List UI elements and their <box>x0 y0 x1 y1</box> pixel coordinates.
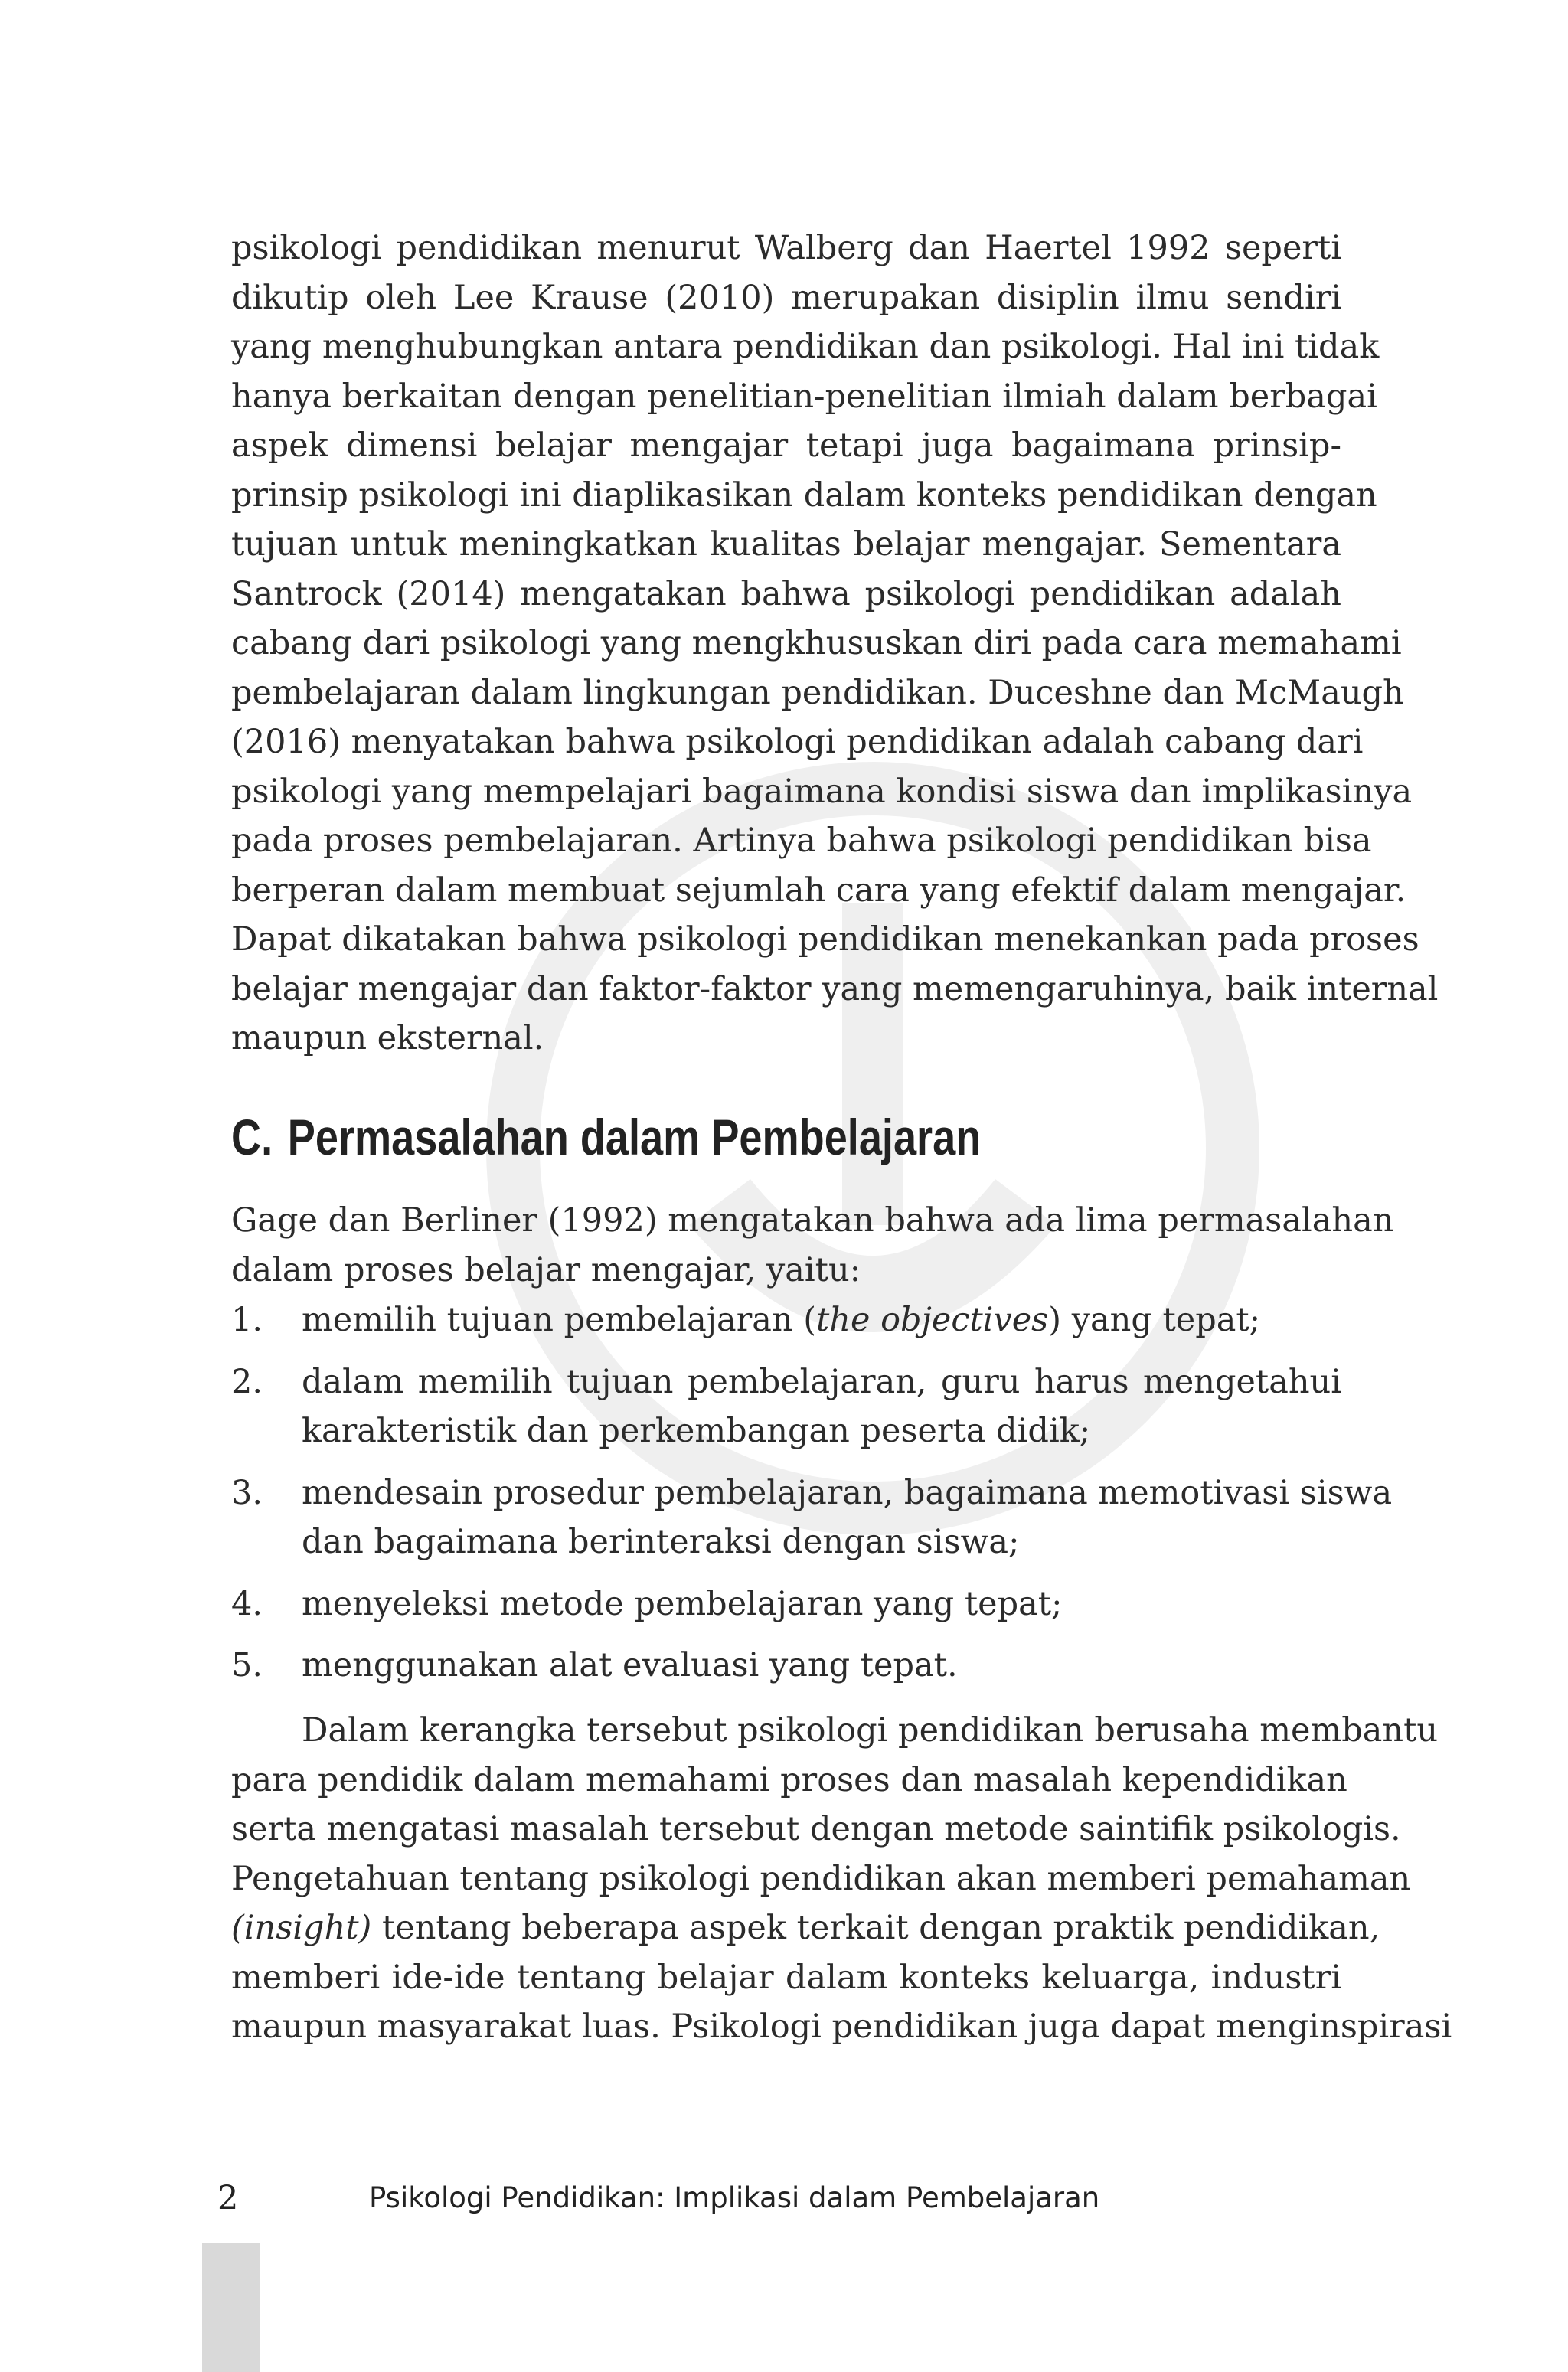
list-text: dan bagaimana berinteraksi dengan siswa; <box>302 1523 1020 1561</box>
list-number: 1. <box>231 1301 263 1339</box>
list-text: menggunakan alat evaluasi yang tepat. <box>302 1646 958 1684</box>
paragraph-line: Santrock (2014) mengatakan bahwa psikologi pendidikan adalah <box>231 574 1341 613</box>
paragraph-line: cabang dari psikologi yang mengkhususkan diri pada cara memahami <box>231 624 1402 662</box>
paragraph-line <box>231 1903 1380 1953</box>
paragraph-line: yang menghubungkan antara pendidikan dan psikologi. Hal ini tidak <box>231 328 1380 366</box>
paragraph-line: prinsip psikologi ini diaplikasikan dalam konteks pendidikan dengan <box>231 475 1377 515</box>
list-text: dalam memilih tujuan pembelajaran, guru harus mengetahui <box>302 1362 1341 1401</box>
section-title: Permasalahan dalam Pembelajaran <box>287 1109 982 1165</box>
paragraph-line: dalam proses belajar mengajar, yaitu: <box>231 1250 861 1289</box>
paragraph-line: pembelajaran dalam lingkungan pendidikan. Duceshne dan McMaugh <box>231 673 1404 712</box>
list-text-pre: memilih tujuan pembelajaran ( <box>302 1301 817 1339</box>
paragraph-kerangka <box>231 1706 1452 2052</box>
problems-list <box>231 1295 1393 1703</box>
list-item <box>231 1641 1341 1691</box>
paragraph-line: berperan dalam membuat sejumlah cara yang efektif dalam mengajar. <box>231 871 1406 910</box>
paragraph-line: dikutip oleh Lee Krause (2010) merupakan disiplin ilmu sendiri <box>231 278 1341 317</box>
list-number: 2. <box>231 1362 263 1401</box>
emphasis-insight: (insight) <box>231 1909 372 1947</box>
paragraph-line: Dalam kerangka tersebut psikologi pendidikan berusaha membantu <box>302 1711 1439 1750</box>
paragraph-line: para pendidik dalam memahami proses dan masalah kependidikan <box>231 1760 1348 1799</box>
paragraph-line: hanya berkaitan dengan penelitian-penelitian ilmiah dalam berbagai <box>231 377 1377 416</box>
paragraph-psikologi-pendidikan <box>231 224 1439 1063</box>
section-intro <box>231 1196 1394 1295</box>
list-item <box>231 1580 1341 1629</box>
running-footer-title: Psikologi Pendidikan: Implikasi dalam Pembelajaran <box>369 2181 1100 2214</box>
list-text-post: ) yang tepat; <box>1048 1301 1261 1339</box>
list-text: menyeleksi metode pembelajaran yang tepat; <box>302 1584 1063 1623</box>
paragraph-line: psikologi yang mempelajari bagaimana kondisi siswa dan implikasinya <box>231 772 1413 811</box>
paragraph-line: Pengetahuan tentang psikologi pendidikan akan memberi pemahaman <box>231 1859 1411 1898</box>
list-number: 5. <box>231 1646 263 1684</box>
paragraph-line: aspek dimensi belajar mengajar tetapi juga bagaimana prinsip- <box>231 426 1341 465</box>
list-text: mendesain prosedur pembelajaran, bagaimana memotivasi siswa <box>302 1473 1393 1512</box>
section-letter: C. <box>231 1109 273 1165</box>
page-number: 2 <box>217 2179 239 2217</box>
paragraph-line: psikologi pendidikan menurut Walberg dan Haertel 1992 seperti <box>231 229 1341 267</box>
paragraph-line: belajar mengajar dan faktor-faktor yang memengaruhinya, baik internal <box>231 969 1439 1008</box>
paragraph-line: Dapat dikatakan bahwa psikologi pendidikan menekankan pada proses <box>231 920 1419 959</box>
list-number: 4. <box>231 1584 263 1623</box>
paragraph-line: (2016) menyatakan bahwa psikologi pendidikan adalah cabang dari <box>231 723 1364 761</box>
paragraph-line: Gage dan Berliner (1992) mengatakan bahwa ada lima permasalahan <box>231 1201 1394 1240</box>
list-item <box>231 1469 1393 1567</box>
list-number: 3. <box>231 1473 263 1512</box>
list-text-emphasis: the objectives <box>816 1301 1049 1339</box>
paragraph-line: memberi ide-ide tentang belajar dalam konteks keluarga, industri <box>231 1958 1341 1997</box>
paragraph-line: maupun eksternal. <box>231 1019 544 1057</box>
page-edge-tab <box>202 2243 260 2372</box>
paragraph-line-rest: tentang beberapa aspek terkait dengan praktik pendidikan, <box>371 1909 1380 1947</box>
list-text: karakteristik dan perkembangan peserta didik; <box>302 1412 1091 1450</box>
list-item <box>231 1295 1341 1345</box>
paragraph-line: maupun masyarakat luas. Psikologi pendidikan juga dapat menginspirasi <box>231 2008 1452 2046</box>
paragraph-line: pada proses pembelajaran. Artinya bahwa psikologi pendidikan bisa <box>231 822 1372 860</box>
paragraph-line: serta mengatasi masalah tersebut dengan metode saintifik psikologis. <box>231 1810 1401 1848</box>
paragraph-line: tujuan untuk meningkatkan kualitas belajar mengajar. Sementara <box>231 525 1341 564</box>
list-item <box>231 1358 1341 1456</box>
section-heading <box>231 1106 981 1168</box>
